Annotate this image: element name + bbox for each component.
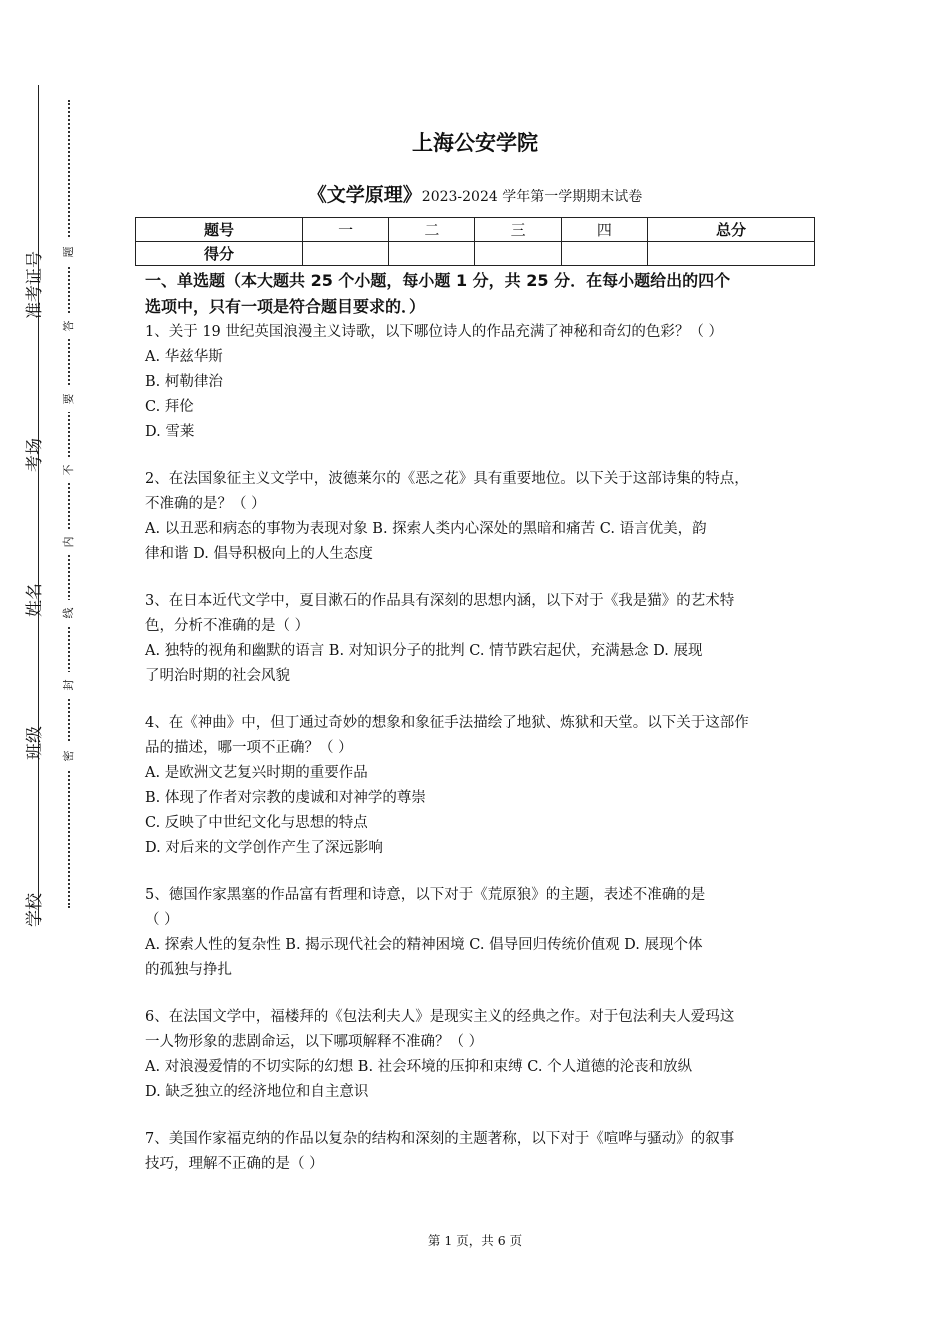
exam-content (145, 268, 817, 1177)
option-line: C. 反映了中世纪文化与思想的特点 (145, 815, 368, 831)
score-header-cell: 题号 (136, 218, 303, 242)
score-cell[interactable] (303, 242, 389, 266)
label-name: 姓名 (25, 583, 45, 617)
option-line: A. 以丑恶和病态的事物为表现对象 B. 探索人类内心深处的黑暗和痛苦 C. 语言优美，韵 (145, 521, 707, 537)
question-stem: 7、美国作家福克纳的作品以复杂的结构和深刻的主题著称，以下对于《喧哗与骚动》的叙事 (145, 1131, 735, 1147)
question-7 (145, 1127, 817, 1177)
question-stem: 3、在日本近代文学中，夏目漱石的作品具有深刻的思想内涵，以下对于《我是猫》的艺术特 (145, 593, 735, 609)
question-6 (145, 1005, 817, 1105)
option-line: D. 缺乏独立的经济地位和自主意识 (145, 1084, 369, 1100)
score-row-label: 得分 (136, 242, 303, 266)
question-stem: （ ） (145, 912, 179, 928)
score-header-cell: 一 (303, 218, 389, 242)
option-line: 的孤独与挣扎 (145, 962, 232, 978)
score-cell[interactable] (647, 242, 814, 266)
question-stem: 6、在法国文学中，福楼拜的《包法利夫人》是现实主义的经典之作。对于包法利夫人爱玛这 (145, 1009, 735, 1025)
question-5 (145, 883, 817, 983)
section-heading (145, 268, 817, 320)
score-cell[interactable] (475, 242, 561, 266)
score-cell[interactable] (561, 242, 647, 266)
seal-char: 要 (61, 386, 77, 412)
question-stem: 2、在法国象征主义文学中，波德莱尔的《恶之花》具有重要地位。以下关于这部诗集的特点， (145, 471, 749, 487)
question-stem: 不准确的是？（ ） (145, 496, 266, 512)
question-stem: 5、德国作家黑塞的作品富有哲理和诗意，以下对于《荒原狼》的主题，表述不准确的是 (145, 887, 706, 903)
score-header-cell: 三 (475, 218, 561, 242)
question-2 (145, 467, 817, 567)
option-line: D. 对后来的文学创作产生了深远影响 (145, 840, 383, 856)
exam-title (0, 180, 950, 207)
option-line: A. 是欧洲文艺复兴时期的重要作品 (145, 765, 368, 781)
seal-char: 密 (61, 743, 77, 769)
option-line: C. 拜伦 (145, 399, 194, 415)
term-name: 2023-2024 学年第一学期期末试卷 (421, 189, 643, 205)
seal-char: 答 (61, 313, 77, 339)
seal-char: 题 (61, 239, 77, 265)
question-1 (145, 320, 817, 445)
label-exam-room: 考场 (25, 438, 45, 472)
seal-char: 封 (61, 672, 77, 698)
seal-char: 内 (61, 529, 77, 555)
option-line: A. 对浪漫爱情的不切实际的幻想 B. 社会环境的压抑和束缚 C. 个人道德的沦丧和放纵 (145, 1059, 693, 1075)
question-4 (145, 711, 817, 861)
fill-in-line (38, 85, 39, 925)
option-line: 律和谐 D. 倡导积极向上的人生态度 (145, 546, 373, 562)
question-stem: 4、在《神曲》中，但丁通过奇妙的想象和象征手法描绘了地狱、炼狱和天堂。以下关于这部作 (145, 715, 749, 731)
score-table-score-row (136, 242, 815, 266)
section-heading-line: 选项中，只有一项是符合题目要求的．） (145, 297, 426, 316)
question-stem: 品的描述，哪一项不正确？（ ） (145, 740, 353, 756)
label-exam-number: 准考证号 (25, 251, 45, 319)
question-stem: 一人物形象的悲剧命运，以下哪项解释不准确？（ ） (145, 1034, 484, 1050)
score-table-header-row (136, 218, 815, 242)
question-3 (145, 589, 817, 689)
option-line: A. 华兹华斯 (145, 349, 223, 365)
option-line: D. 雪莱 (145, 424, 195, 440)
score-header-cell: 四 (561, 218, 647, 242)
score-table (135, 217, 815, 266)
question-stem: 技巧，理解不正确的是（ ） (145, 1156, 324, 1172)
seal-char: 线 (61, 600, 77, 626)
score-header-cell: 总分 (647, 218, 814, 242)
course-name: 《文学原理》 (307, 184, 422, 206)
option-line: 了明治时期的社会风貌 (145, 668, 290, 684)
seal-dotted-line (68, 100, 70, 908)
option-line: A. 独特的视角和幽默的语言 B. 对知识分子的批判 C. 情节跌宕起伏，充满悬念 D. 展现 (145, 643, 703, 659)
score-cell[interactable] (389, 242, 475, 266)
page-footer: 第 1 页，共 6 页 (427, 1233, 523, 1248)
option-line: B. 体现了作者对宗教的虔诚和对神学的尊崇 (145, 790, 426, 806)
question-stem: 1、关于 19 世纪英国浪漫主义诗歌，以下哪位诗人的作品充满了神秘和奇幻的色彩？（ ） (145, 324, 723, 340)
label-school: 学校 (25, 893, 45, 927)
seal-char: 不 (61, 457, 77, 483)
score-header-cell: 二 (389, 218, 475, 242)
school-title: 上海公安学院 (412, 131, 538, 155)
option-line: A. 探索人性的复杂性 B. 揭示现代社会的精神困境 C. 倡导回归传统价值观 D. 展现个体 (145, 937, 703, 953)
label-class: 班级 (25, 726, 45, 760)
option-line: B. 柯勒律治 (145, 374, 223, 390)
section-heading-line: 一、单选题（本大题共 25 个小题，每小题 1 分，共 25 分．在每小题给出的四个 (145, 271, 731, 290)
question-stem: 色，分析不准确的是（ ） (145, 618, 310, 634)
